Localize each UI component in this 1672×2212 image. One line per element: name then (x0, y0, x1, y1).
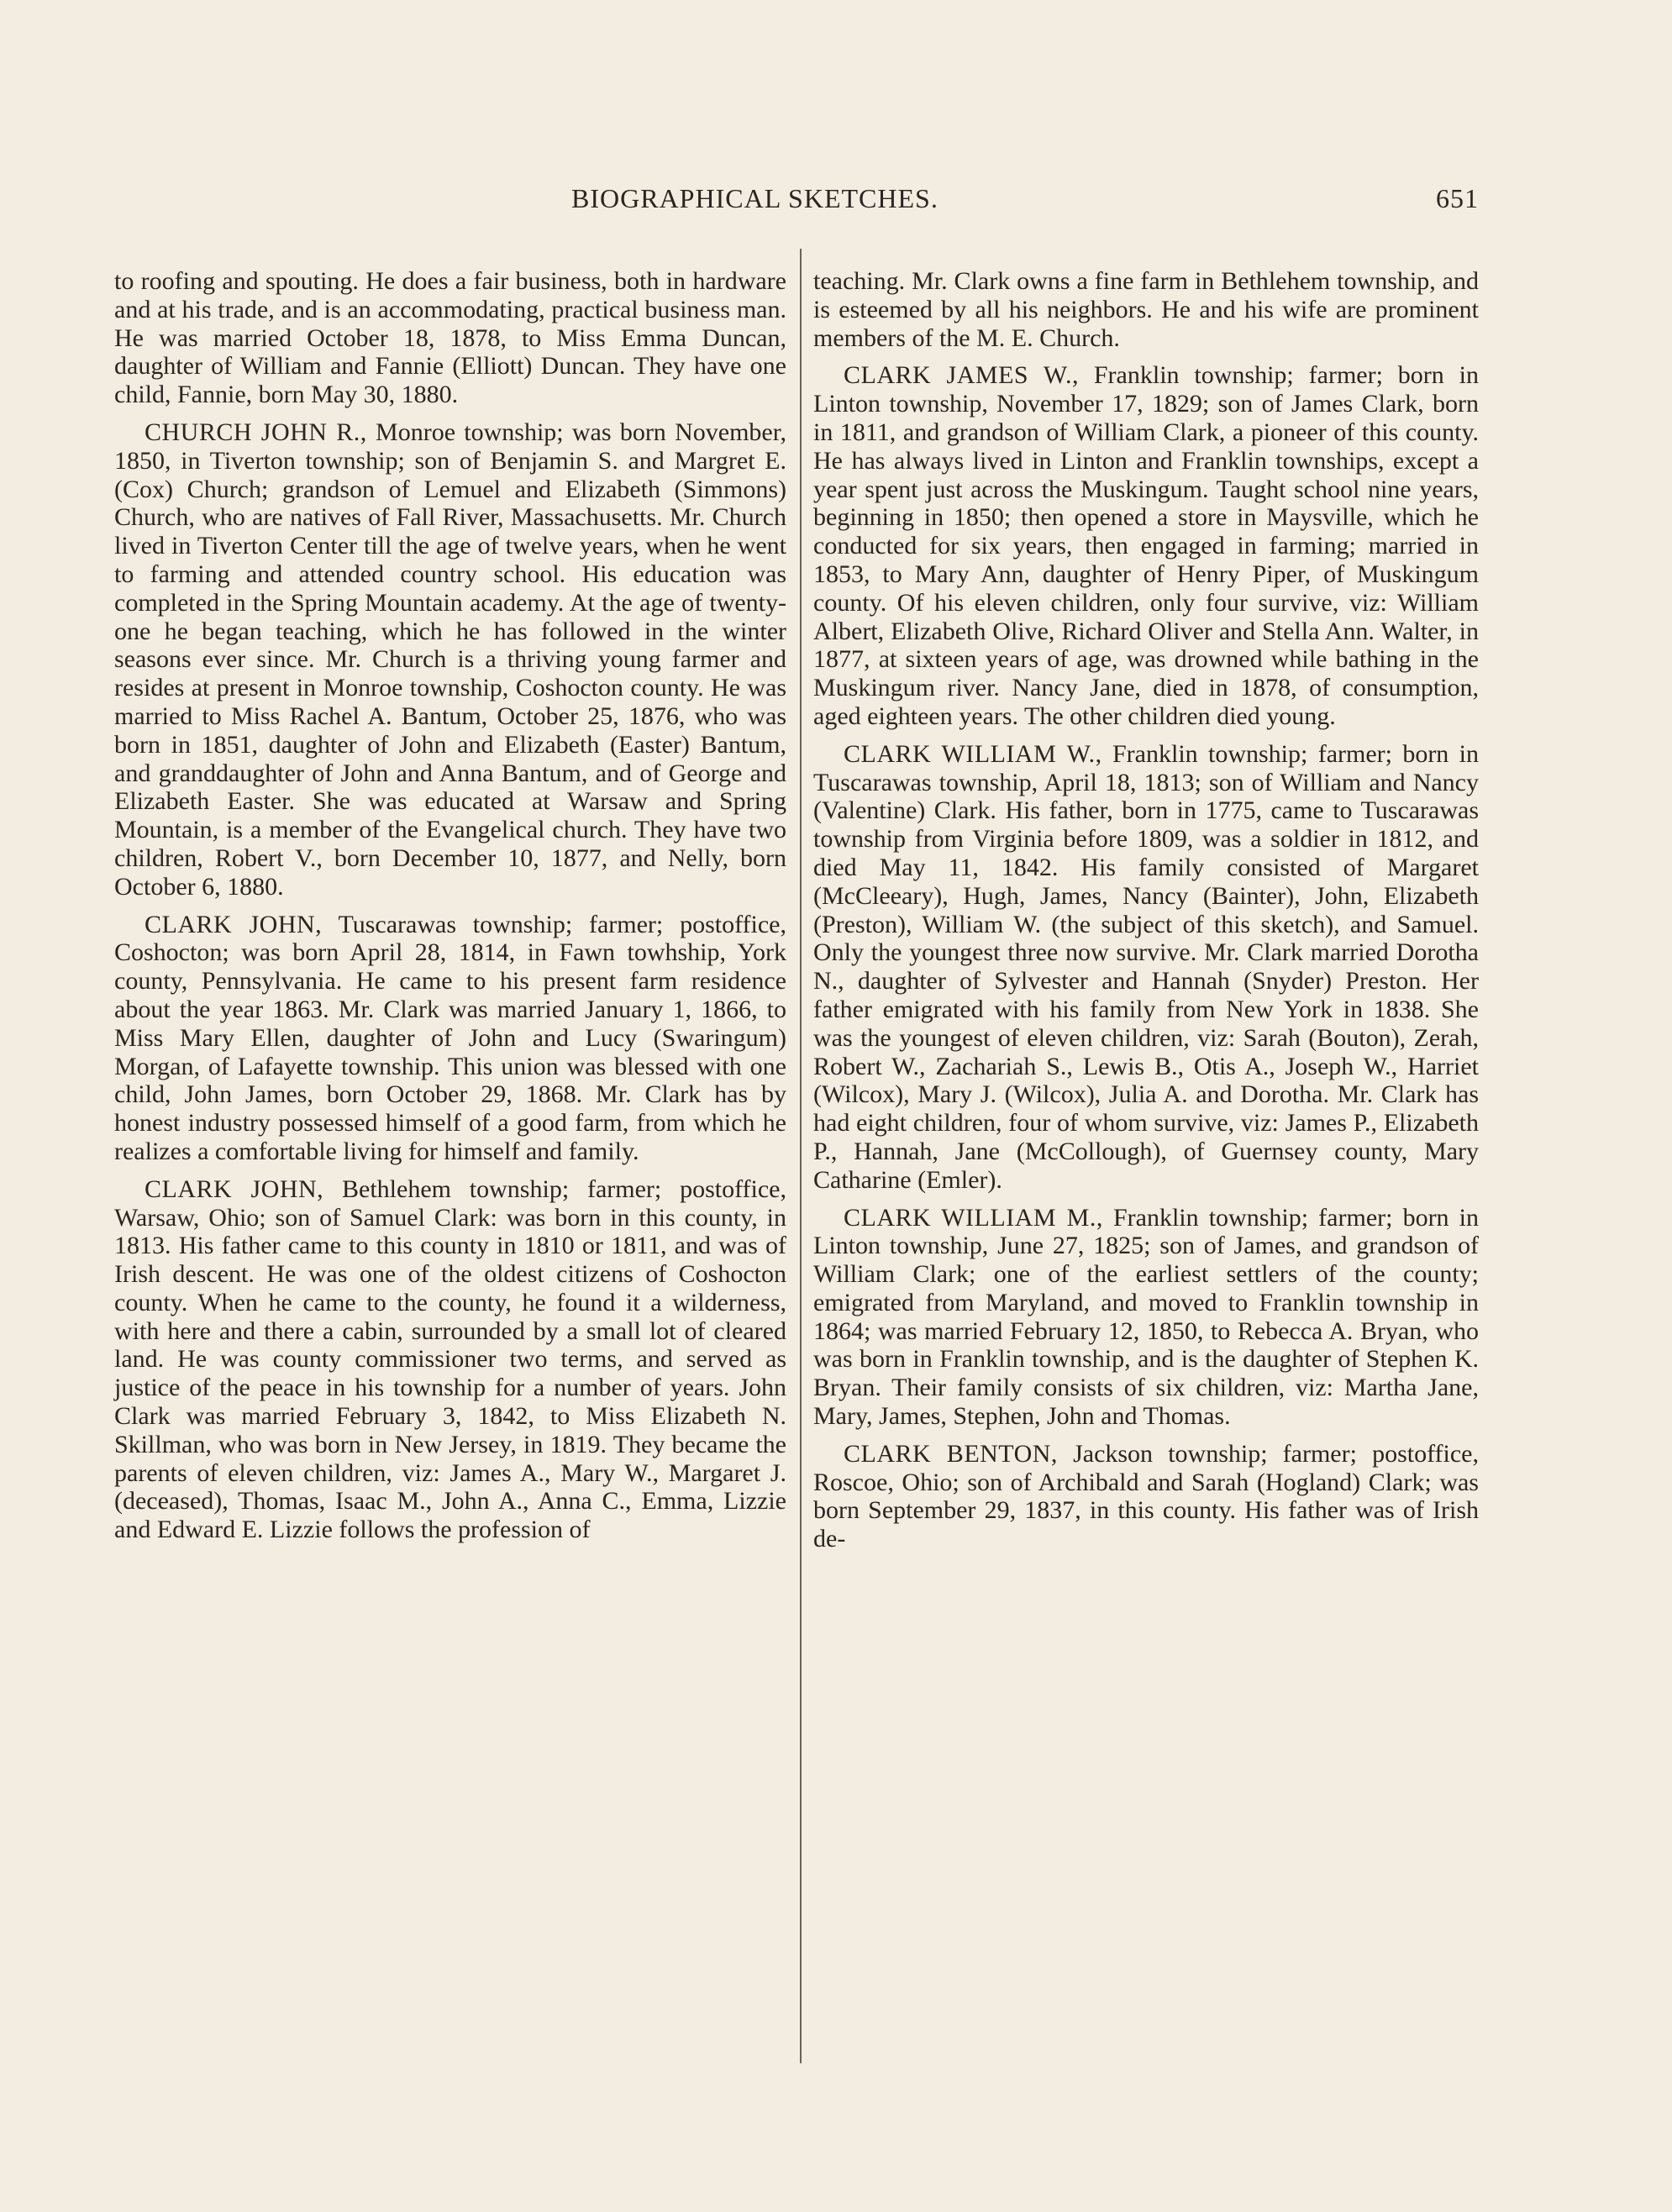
entry-text: Franklin township; farmer; born in Linton township, June 27, 1825; son of James, and grandson of William Clark; one of the earliest settlers of the county; emigrated from Maryland, and moved to Franklin township in 1864; was married February 12, 1850, to Rebecca A. Bryan, who was born in Franklin township, and is the daughter of Stephen K. Bryan. Their family consists of six children, viz: Martha Jane, Mary, James, Stephen, John and Thomas. (813, 1203, 1480, 1431)
entry-name: CLARK JOHN, (145, 910, 323, 938)
sketch-entry (813, 1204, 1479, 1431)
sketch-entry (813, 1440, 1479, 1553)
sketch-entry (114, 1175, 786, 1544)
paragraph-text: teaching. Mr. Clark owns a fine farm in Bethlehem township, and is esteemed by all his neighbors. He and his wife are prominent members of the M. E. Church. (813, 267, 1479, 352)
entry-text: Tuscarawas township; farmer; postoffice, Coshocton; was born April 28, 1814, in Fawn towhship, York county, Pennsylvania. He came to his present farm residence about the year 1863. Mr. Clark was married January 1, 1866, to Miss Mary Ellen, daughter of John and Lucy (Swaringum) Morgan, of Lafayette township. This union was blessed with one child, John James, born October 29, 1868. Mr. Clark has by honest industry possessed himself of a good farm, from which he realizes a comfortable living for himself and family. (114, 910, 786, 1165)
entry-text: Jackson township; farmer; postoffice, Roscoe, Ohio; son of Archibald and Sarah (Hogland) Clark; was born September 29, 1837, in this county. His father was of Irish de- (813, 1439, 1480, 1553)
page-title: BIOGRAPHICAL SKETCHES. (571, 183, 939, 213)
entry-name: CLARK BENTON, (844, 1439, 1058, 1468)
sketch-entry (813, 361, 1479, 730)
entry-name: CLARK JAMES W., (844, 361, 1079, 390)
sketch-entry (114, 911, 786, 1166)
paragraph (114, 267, 786, 409)
page-number: 651 (1436, 183, 1479, 213)
sketch-entry (813, 740, 1479, 1195)
entry-name: CLARK WILLIAM W., (844, 739, 1102, 768)
entry-text: Bethlehem township; farmer; postoffice, Warsaw, Ohio; son of Samuel Clark: was born in this county, in 1813. His father came to this county in 1810 or 1811, and was of Irish descent. He was one of the oldest citizens of Coshocton county. When he came to the county, he found it a wilderness, with here and there a cabin, surrounded by a small lot of cleared land. He was county commissioner two terms, and served as justice of the peace in his township for a number of years. John Clark was married February 3, 1842, to Miss Elizabeth N. Skillman, who was born in New Jersey, in 1819. They became the parents of eleven children, viz: James A., Mary W., Margaret J. (deceased), Thomas, Isaac M., John A., Anna C., Emma, Lizzie and Edward E. Lizzie follows the profession of (114, 1174, 786, 1544)
entry-text: Franklin township; farmer; born in Linton township, November 17, 1829; son of James Clark, born in 1811, and grandson of William Clark, a pioneer of this county. He has always lived in Linton and Franklin townships, except a year spent just across the Muskingum. Taught school nine years, beginning in 1850; then opened a store in Maysville, which he conducted for six years, then engaged in farming; married in 1853, to Mary Ann, daughter of Henry Piper, of Muskingum county. Of his eleven children, only four survive, viz: William Albert, Elizabeth Olive, Richard Oliver and Stella Ann. Walter, in 1877, at sixteen years of age, was drowned while bathing in the Muskingum river. Nancy Jane, died in 1878, of consumption, aged eighteen years. The other children died young. (813, 361, 1480, 730)
right-column (813, 267, 1479, 1563)
entry-text: Monroe township; was born November, 1850, in Tiverton township; son of Benjamin S. and Margret E. (Cox) Church; grandson of Lemuel and Elizabeth (Simmons) Church, who are natives of Fall River, Massachusetts. Mr. Church lived in Tiverton Center till the age of twelve years, when he went to farming and attended country school. His education was completed in the Spring Mountain academy. At the age of twenty-one he began teaching, which he has followed in the winter seasons ever since. Mr. Church is a thriving young farmer and resides at present in Monroe township, Coshocton county. He was married to Miss Rachel A. Bantum, October 25, 1876, who was born in 1851, daughter of John and Elizabeth (Easter) Bantum, and granddaughter of John and Anna Bantum, and of George and Elizabeth Easter. She was educated at Warsaw and Spring Mountain, is a member of the Evangelical church. They have two children, Robert V., born December 10, 1877, and Nelly, born October 6, 1880. (114, 418, 787, 901)
column-divider (800, 249, 802, 2063)
sketch-entry (114, 418, 786, 901)
entry-text: Franklin township; farmer; born in Tuscarawas township, April 18, 1813; son of William and Nancy (Valentine) Clark. His father, born in 1775, came to Tuscarawas township from Virginia before 1809, was a soldier in 1812, and died May 11, 1842. His family consisted of Margaret (McCleeary), Hugh, James, Nancy (Bainter), John, Elizabeth (Preston), William W. (the subject of this sketch), and Samuel. Only the youngest three now survive. Mr. Clark married Dorotha N., daughter of Sylvester and Hannah (Snyder) Preston. Her father emigrated with his family from New York in 1838. She was the youngest of eleven children, viz: Sarah (Bouton), Zerah, Robert W., Zachariah S., Lewis B., Otis A., Joseph W., Harriet (Wilcox), Mary J. (Wilcox), Julia A. and Dorotha. Mr. Clark has had eight children, four of whom survive, viz: James P., Elizabeth P., Hannah, Jane (McCollough), of Guernsey county, Mary Catharine (Emler). (813, 739, 1479, 1194)
entry-name: CLARK WILLIAM M., (844, 1203, 1103, 1232)
left-column (114, 267, 786, 1553)
entry-name: CHURCH JOHN R., (145, 418, 367, 446)
paragraph-text: to roofing and spouting. He does a fair business, both in hardware and at his trade, and is an accommodating, practical business man. He was married October 18, 1878, to Miss Emma Duncan, daughter of William and Fannie (Elliott) Duncan. They have one child, Fannie, born May 30, 1880. (114, 267, 786, 409)
entry-name: CLARK JOHN, (145, 1174, 324, 1203)
paragraph (813, 267, 1479, 352)
